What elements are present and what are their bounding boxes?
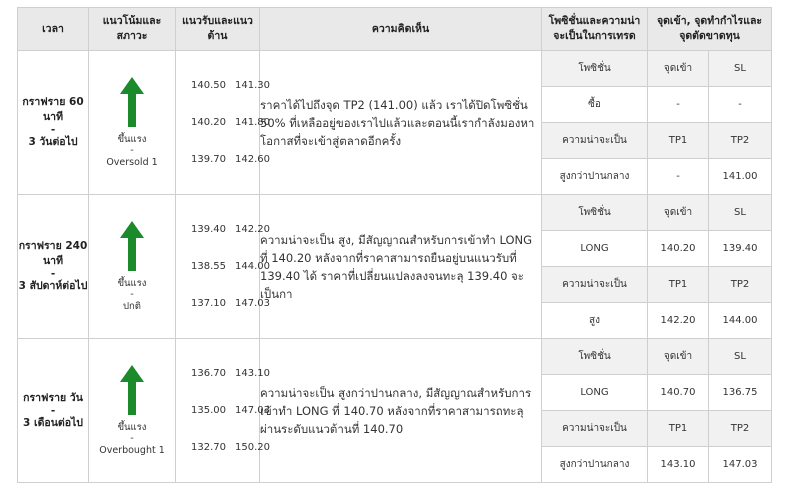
level-pair (176, 104, 270, 141)
grid-position-value: LONG (542, 231, 648, 267)
header-row (18, 8, 772, 51)
level-pair (176, 141, 270, 178)
resistance-level: 142.60 (235, 154, 270, 165)
resistance-level: 141.30 (235, 80, 270, 91)
grid-tp2-value: 144.00 (709, 303, 772, 339)
level-pair (176, 248, 270, 285)
grid-sl-value: 139.40 (709, 231, 772, 267)
period-cell (18, 195, 89, 339)
period-horizon: 3 วันต่อไป (28, 136, 78, 148)
support-level: 132.70 (191, 442, 226, 453)
grid-entry-value: 140.20 (648, 231, 709, 267)
table-row (18, 195, 772, 231)
comment-cell: ความน่าจะเป็น สูงกว่าปานกลาง, มีสัญญาณสำหรับการเข้าทำ LONG ที่ 140.70 หลังจากที่ราคาสามารถทะลุผ่านระดับแนวต้านที่ 140.70 (260, 339, 542, 483)
header-levels: แนวรับและแนวต้าน (176, 8, 260, 51)
resistance-level: 150.20 (235, 442, 270, 453)
header-trend: แนวโน้มและสภาวะ (89, 8, 176, 51)
level-pair (176, 285, 270, 322)
grid-sl-value: - (709, 87, 772, 123)
levels-cell (176, 195, 270, 339)
period-separator: - (50, 404, 56, 417)
period-label: กราฟราย วัน (23, 391, 83, 404)
resistance-level: 143.10 (235, 368, 270, 379)
grid-probability-value: สูง (542, 303, 648, 339)
period-horizon: 3 เดือนต่อไป (23, 416, 83, 429)
period-cell (18, 51, 89, 195)
trend-cell (89, 339, 176, 483)
grid-sl-label: SL (709, 51, 772, 87)
grid-position-label: โพซิชั่น (542, 339, 648, 375)
grid-position-label: โพซิชั่น (542, 51, 648, 87)
up-arrow-icon (119, 221, 145, 271)
resistance-level: 144.00 (235, 261, 270, 272)
analysis-table (17, 7, 772, 483)
grid-entry-label: จุดเข้า (648, 339, 709, 375)
level-pair (176, 67, 270, 104)
table-row (18, 51, 772, 87)
comment-cell: ความน่าจะเป็น สูง, มีสัญญาณสำหรับการเข้าทำ LONG ที่ 140.20 หลังจากที่ราคาสามารถยืนอยู่บนแนวรับที่ 139.40 ได้ ราคาที่เปลี่ยนแปลงลงจนทะลุ 139.40 จะเป็นกา (260, 195, 542, 339)
level-pair (176, 429, 270, 466)
header-comment: ความคิดเห็น (260, 8, 542, 51)
grid-entry-value: 140.70 (648, 375, 709, 411)
grid-entry-label: จุดเข้า (648, 51, 709, 87)
support-level: 139.40 (191, 224, 226, 235)
grid-position-value: LONG (542, 375, 648, 411)
trend-cell (89, 51, 176, 195)
support-level: 140.50 (191, 80, 226, 91)
grid-probability-value: สูงกว่าปานกลาง (542, 447, 648, 483)
grid-tp2-value: 141.00 (709, 159, 772, 195)
support-level: 137.10 (191, 298, 226, 309)
resistance-level: 147.03 (235, 405, 270, 416)
grid-tp2-label: TP2 (709, 123, 772, 159)
grid-tp1-label: TP1 (648, 267, 709, 303)
trend-condition: Oversold 1 (106, 156, 158, 168)
grid-tp2-label: TP2 (709, 411, 772, 447)
level-pair (176, 355, 270, 392)
trend-separator: - (130, 144, 134, 156)
grid-sl-value: 136.75 (709, 375, 772, 411)
grid-probability-label: ความน่าจะเป็น (542, 411, 648, 447)
support-level: 136.70 (191, 368, 226, 379)
trend-cell (89, 195, 176, 339)
support-level: 135.00 (191, 405, 226, 416)
trend-label: ขึ้นแรง (117, 277, 147, 289)
period-separator: - (50, 124, 56, 136)
grid-tp1-value: 142.20 (648, 303, 709, 339)
comment-cell: ราคาได้ไปถึงจุด TP2 (141.00) แล้ว เราได้ปิดโพซิชั่น 50% ที่เหลืออยู่ของเราไปแล้วและตอนนี้เรากำลังมองหาโอกาสที่จะเข้าสู่ตลาดอีกครั้ง (260, 51, 542, 195)
up-arrow-icon (119, 365, 145, 415)
grid-tp2-label: TP2 (709, 267, 772, 303)
support-level: 140.20 (191, 117, 226, 128)
grid-position-value: ซื้อ (542, 87, 648, 123)
resistance-level: 147.03 (235, 298, 270, 309)
grid-probability-value: สูงกว่าปานกลาง (542, 159, 648, 195)
grid-tp2-value: 147.03 (709, 447, 772, 483)
header-entry: จุดเข้า, จุดทำกำไรและจุดตัดขาดทุน (648, 8, 772, 51)
period-label: กราฟราย 240 นาที (18, 240, 88, 267)
header-position: โพซิชั่นและความน่าจะเป็นในการเทรด (542, 8, 648, 51)
resistance-level: 141.80 (235, 117, 270, 128)
support-level: 139.70 (191, 154, 226, 165)
level-pair (176, 211, 270, 248)
trend-separator: - (130, 432, 134, 444)
grid-position-label: โพซิชั่น (542, 195, 648, 231)
period-horizon: 3 สัปดาห์ต่อไป (18, 280, 88, 292)
trend-label: ขึ้นแรง (117, 133, 147, 145)
levels-cell (176, 339, 270, 483)
level-pair (176, 392, 270, 429)
trend-condition: Overbought 1 (99, 444, 165, 456)
grid-sl-label: SL (709, 195, 772, 231)
header-time: เวลา (18, 8, 89, 51)
trend-label: ขึ้นแรง (117, 421, 147, 433)
resistance-level: 142.20 (235, 224, 270, 235)
grid-probability-label: ความน่าจะเป็น (542, 123, 648, 159)
grid-tp1-value: 143.10 (648, 447, 709, 483)
period-cell (18, 339, 89, 483)
grid-sl-label: SL (709, 339, 772, 375)
grid-entry-label: จุดเข้า (648, 195, 709, 231)
trend-condition: ปกติ (123, 300, 141, 312)
period-separator: - (50, 268, 56, 280)
period-label: กราฟราย 60 นาที (22, 96, 84, 123)
levels-cell (176, 51, 270, 195)
grid-probability-label: ความน่าจะเป็น (542, 267, 648, 303)
grid-entry-value: - (648, 87, 709, 123)
grid-tp1-label: TP1 (648, 123, 709, 159)
trend-separator: - (130, 288, 134, 300)
support-level: 138.55 (191, 261, 226, 272)
grid-tp1-label: TP1 (648, 411, 709, 447)
up-arrow-icon (119, 77, 145, 127)
table-row (18, 339, 772, 375)
grid-tp1-value: - (648, 159, 709, 195)
